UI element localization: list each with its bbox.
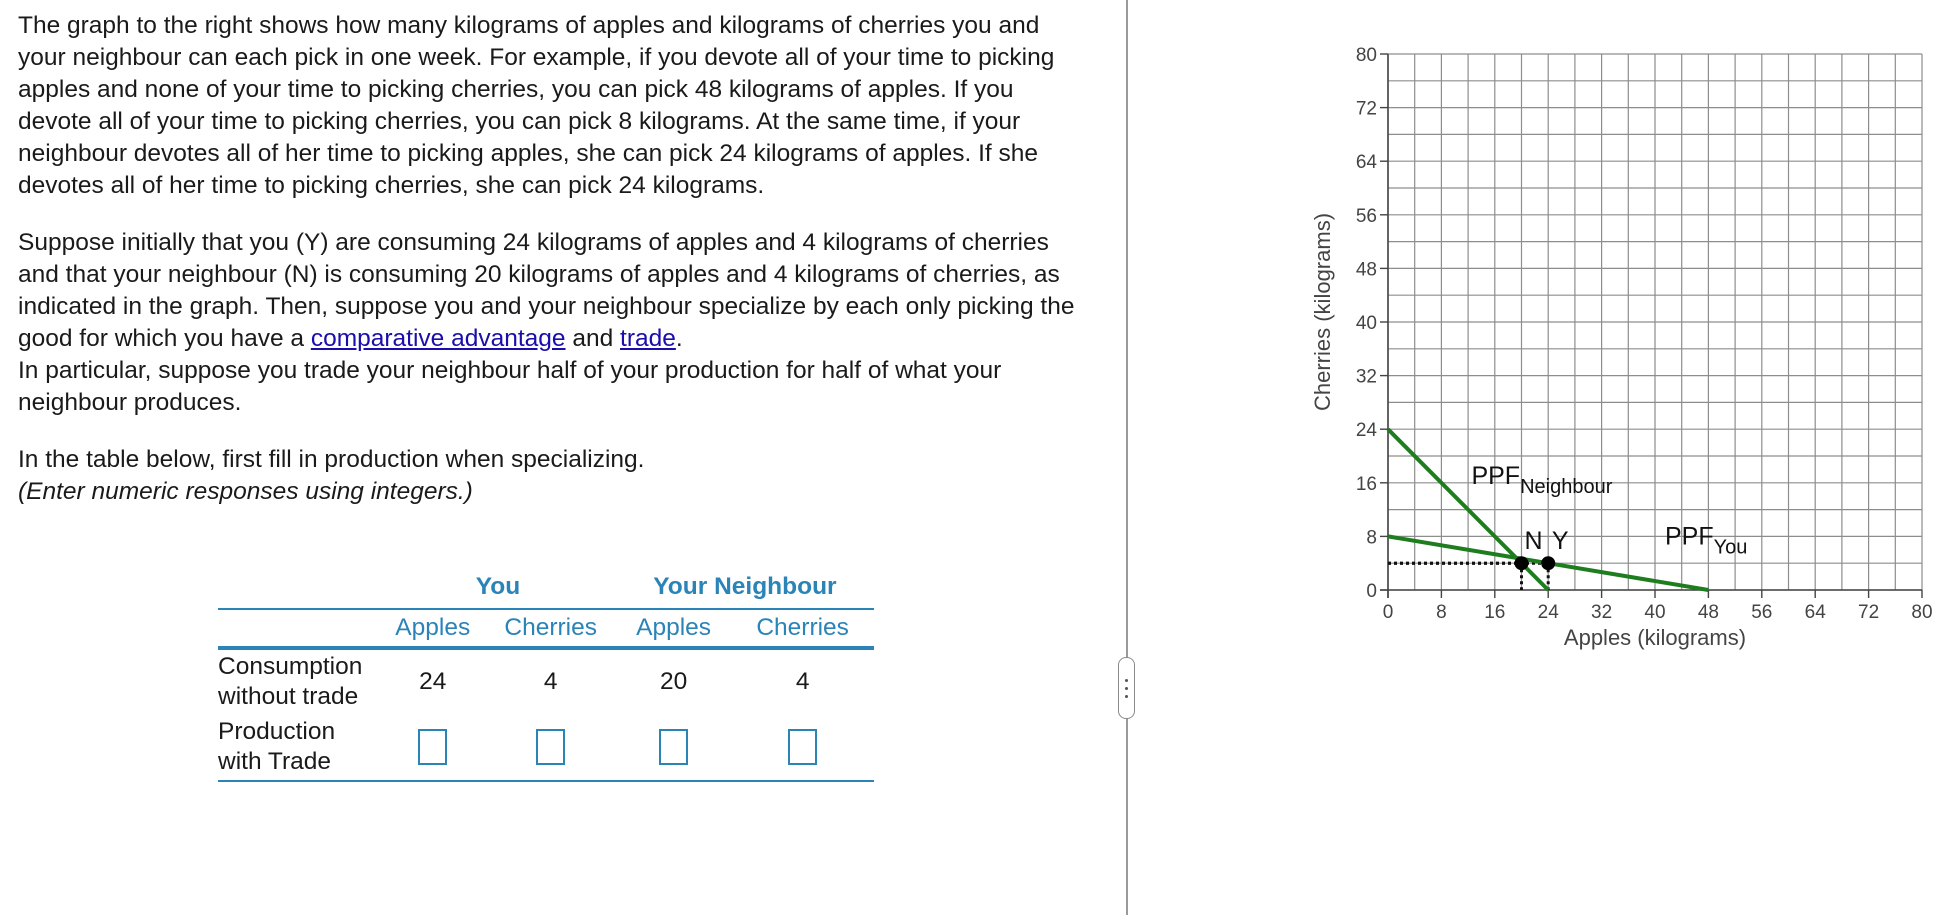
row-label-production: Production with Trade	[218, 714, 380, 781]
trade-link[interactable]: trade	[620, 325, 676, 352]
y-axis-label: Cherries (kilograms)	[1310, 212, 1335, 412]
point-y	[1541, 556, 1555, 570]
col-you-cherries: Cherries	[486, 609, 616, 648]
y-tick-label: 72	[1355, 98, 1377, 120]
row-label-consumption: Consumption without trade	[218, 653, 363, 710]
y-tick-label: 64	[1355, 152, 1377, 174]
x-tick-label: 8	[1436, 602, 1447, 623]
comparative-advantage-link[interactable]: comparative advantage	[310, 325, 566, 352]
y-tick-label: 24	[1355, 420, 1377, 442]
neighbour-apples-input[interactable]	[659, 729, 688, 765]
y-tick-label: 48	[1355, 259, 1377, 281]
cell-you-apples-production	[380, 714, 486, 781]
y-tick-label: 8	[1366, 527, 1377, 549]
answer-table	[218, 566, 874, 782]
y-tick-label: 16	[1355, 473, 1377, 495]
y-tick-label: 56	[1355, 205, 1377, 227]
table-corner-sub	[218, 609, 380, 648]
question-paragraph-1: The graph to the right shows how many kilograms of apples and kilograms of cherries you and your neighbour can each pick in one week. For example, if you devote all of your time to picking apples and none of your time to picking cherries, you can pick 48 kilograms of apples. If you devote all of your time to picking cherries, you can pick 8 kilograms. At the same time, if your neighbour devotes all of her time to picking apples, she can pick 24 kilograms of apples. If she devotes all of her time to picking cherries, she can pick 24 kilograms.	[18, 12, 1055, 199]
question-paragraph-2b: In particular, suppose you trade your neighbour half of your production for half of what your neighbour produces.	[18, 357, 1002, 416]
x-axis-label: Apples (kilograms)	[1563, 625, 1747, 650]
point-n	[1515, 556, 1529, 570]
x-tick-label: 48	[1697, 602, 1719, 623]
you-cherries-input[interactable]	[536, 729, 565, 765]
table-group-header	[218, 566, 874, 609]
y-tick-label: 32	[1355, 366, 1377, 388]
period-text: .	[675, 325, 683, 352]
you-apples-input[interactable]	[418, 729, 447, 765]
x-tick-label: 56	[1751, 602, 1773, 623]
x-tick-label: 16	[1484, 602, 1506, 623]
question-paragraph-3: In the table below, first fill in production when specializing.	[18, 446, 645, 473]
question-text	[18, 10, 1078, 533]
cell-neighbour-cherries-consumption: 4	[795, 668, 810, 695]
x-tick-label: 72	[1858, 602, 1880, 623]
col-you-apples: Apples	[380, 609, 486, 648]
group-you-header: You	[475, 573, 521, 600]
neighbour-cherries-input[interactable]	[788, 729, 817, 765]
question-paragraph-2	[18, 227, 1078, 355]
table-row-production	[218, 714, 874, 781]
group-neighbour-header: Your Neighbour	[653, 573, 837, 600]
table-column-header	[218, 609, 874, 648]
resize-handle[interactable]	[1118, 657, 1135, 719]
x-tick-label: 80	[1911, 602, 1933, 623]
y-tick-label: 0	[1366, 581, 1377, 602]
cell-you-cherries-production	[486, 714, 616, 781]
panel-divider	[1126, 0, 1128, 915]
point-label-n: N	[1524, 527, 1543, 556]
ppf-you-label: $PPF_{You}$	[1665, 522, 1748, 559]
x-tick-label: 32	[1591, 602, 1613, 623]
x-tick-label: 24	[1537, 602, 1559, 623]
point-label-y: Y	[1551, 527, 1569, 556]
and-text: and	[565, 325, 621, 352]
cell-neighbour-cherries-production	[731, 714, 874, 781]
x-tick-label: 64	[1804, 602, 1826, 623]
cell-neighbour-apples-production	[616, 714, 731, 781]
x-tick-label: 0	[1382, 602, 1394, 623]
col-neighbour-apples: Apples	[616, 609, 731, 648]
table-corner	[218, 566, 380, 609]
x-tick-label: 40	[1644, 602, 1666, 623]
y-tick-label: 40	[1355, 313, 1377, 334]
y-tick-label: 80	[1355, 45, 1377, 66]
table-row-consumption	[218, 648, 874, 714]
instruction-text: (Enter numeric responses using integers.)	[18, 478, 473, 505]
ppf-chart	[1300, 30, 1942, 670]
ppf-neighbour-label: $PPF_{Neighbour}$	[1471, 462, 1613, 499]
cell-you-apples-consumption: 24	[419, 668, 447, 695]
col-neighbour-cherries: Cherries	[731, 609, 874, 648]
question-paragraph-2-text: Suppose initially that you (Y) are consuming 24 kilograms of apples and 4 kilograms of cherries and that your neighbour (N) is consuming 20 kilograms of apples and 4 kilograms of cherries, as indicated in the graph. Then, suppose you and your neighbour specialize by each only picking the good for which you have a	[18, 229, 1075, 352]
cell-neighbour-apples-consumption: 20	[659, 668, 688, 695]
cell-you-cherries-consumption: 4	[543, 668, 558, 695]
